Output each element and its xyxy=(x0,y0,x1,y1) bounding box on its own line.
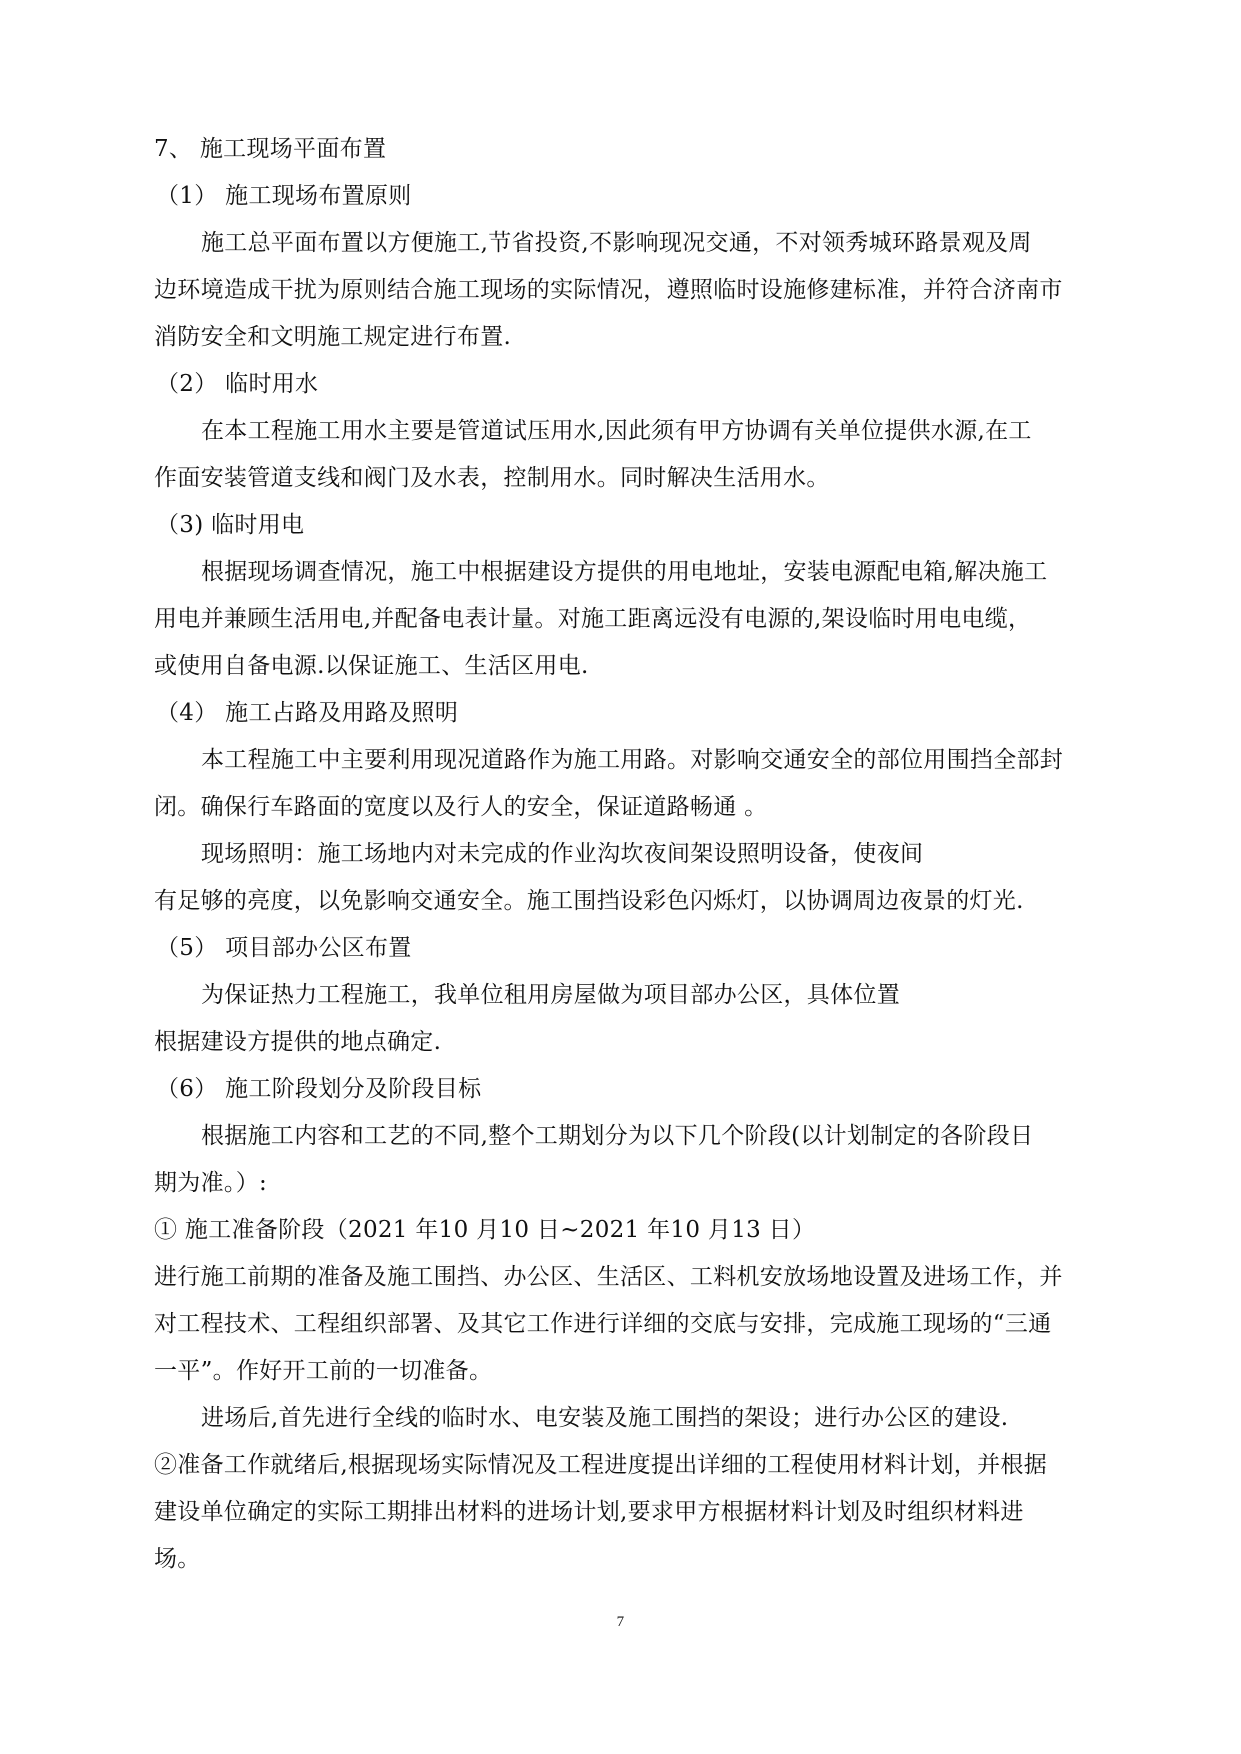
paragraph-line: 进场后,首先进行全线的临时水、电安装及施工围挡的架设；进行办公区的建设. xyxy=(201,1405,1009,1431)
paragraph-line: 现场照明：施工场地内对未完成的作业沟坎夜间架设照明设备，使夜间 xyxy=(201,841,924,867)
subsection-heading: （1） 施工现场布置原则 xyxy=(156,183,412,209)
paragraph-line: 在本工程施工用水主要是管道试压用水,因此须有甲方协调有关单位提供水源,在工 xyxy=(201,418,1032,444)
paragraph-line: 一平”。作好开工前的一切准备。 xyxy=(154,1358,493,1384)
paragraph-line: ②准备工作就绪后,根据现场实际情况及工程进度提出详细的工程使用材料计划，并根据 xyxy=(154,1452,1048,1478)
paragraph-line: 期为准。）: xyxy=(154,1170,268,1196)
paragraph-line: 闭。确保行车路面的宽度以及行人的安全，保证道路畅通 。 xyxy=(154,794,768,820)
subsection-heading: （5） 项目部办公区布置 xyxy=(156,935,412,961)
section-heading: 7、 施工现场平面布置 xyxy=(154,136,387,162)
paragraph-line: 有足够的亮度，以免影响交通安全。施工围挡设彩色闪烁灯，以协调周边夜景的灯光. xyxy=(154,888,1024,914)
page-number: 7 xyxy=(616,1614,625,1630)
paragraph-line: 为保证热力工程施工，我单位租用房屋做为项目部办公区，具体位置 xyxy=(201,982,900,1008)
paragraph-line: 边环境造成干扰为原则结合施工现场的实际情况，遵照临时设施修建标准，并符合济南市 xyxy=(154,277,1063,303)
paragraph-line: 施工总平面布置以方便施工,节省投资,不影响现况交通，不对领秀城环路景观及周 xyxy=(201,230,1032,256)
paragraph-line: 对工程技术、工程组织部署、及其它工作进行详细的交底与安排，完成施工现场的“三通 xyxy=(154,1311,1052,1337)
paragraph-line: 消防安全和文明施工规定进行布置. xyxy=(154,324,512,350)
subsection-heading: （3) 临时用电 xyxy=(156,512,305,538)
paragraph-line: 场。 xyxy=(154,1546,201,1572)
subsection-heading: （6） 施工阶段划分及阶段目标 xyxy=(156,1076,482,1102)
subsection-heading: （2） 临时用水 xyxy=(156,371,319,397)
paragraph-line: 或使用自备电源.以保证施工、生活区用电. xyxy=(154,653,589,679)
paragraph-line: 根据施工内容和工艺的不同,整个工期划分为以下几个阶段(以计划制定的各阶段日 xyxy=(201,1123,1034,1149)
stage-heading: ① 施工准备阶段（2021 年10 月10 日~2021 年10 月13 日） xyxy=(154,1217,816,1243)
paragraph-line: 根据现场调查情况，施工中根据建设方提供的用电地址，安装电源配电箱,解决施工 xyxy=(201,559,1048,585)
paragraph-line: 作面安装管道支线和阀门及水表，控制用水。同时解决生活用水。 xyxy=(154,465,830,491)
document-body xyxy=(154,126,1138,1583)
paragraph-line: 根据建设方提供的地点确定. xyxy=(154,1029,442,1055)
paragraph-line: 用电并兼顾生活用电,并配备电表计量。对施工距离远没有电源的,架设临时用电电缆， xyxy=(154,606,1032,632)
paragraph-line: 建设单位确定的实际工期排出材料的进场计划,要求甲方根据材料计划及时组织材料进 xyxy=(154,1499,1024,1525)
subsection-heading: （4） 施工占路及用路及照明 xyxy=(156,700,459,726)
paragraph-line: 进行施工前期的准备及施工围挡、办公区、生活区、工料机安放场地设置及进场工作，并 xyxy=(154,1264,1063,1290)
paragraph-line: 本工程施工中主要利用现况道路作为施工用路。对影响交通安全的部位用围挡全部封 xyxy=(201,747,1064,773)
